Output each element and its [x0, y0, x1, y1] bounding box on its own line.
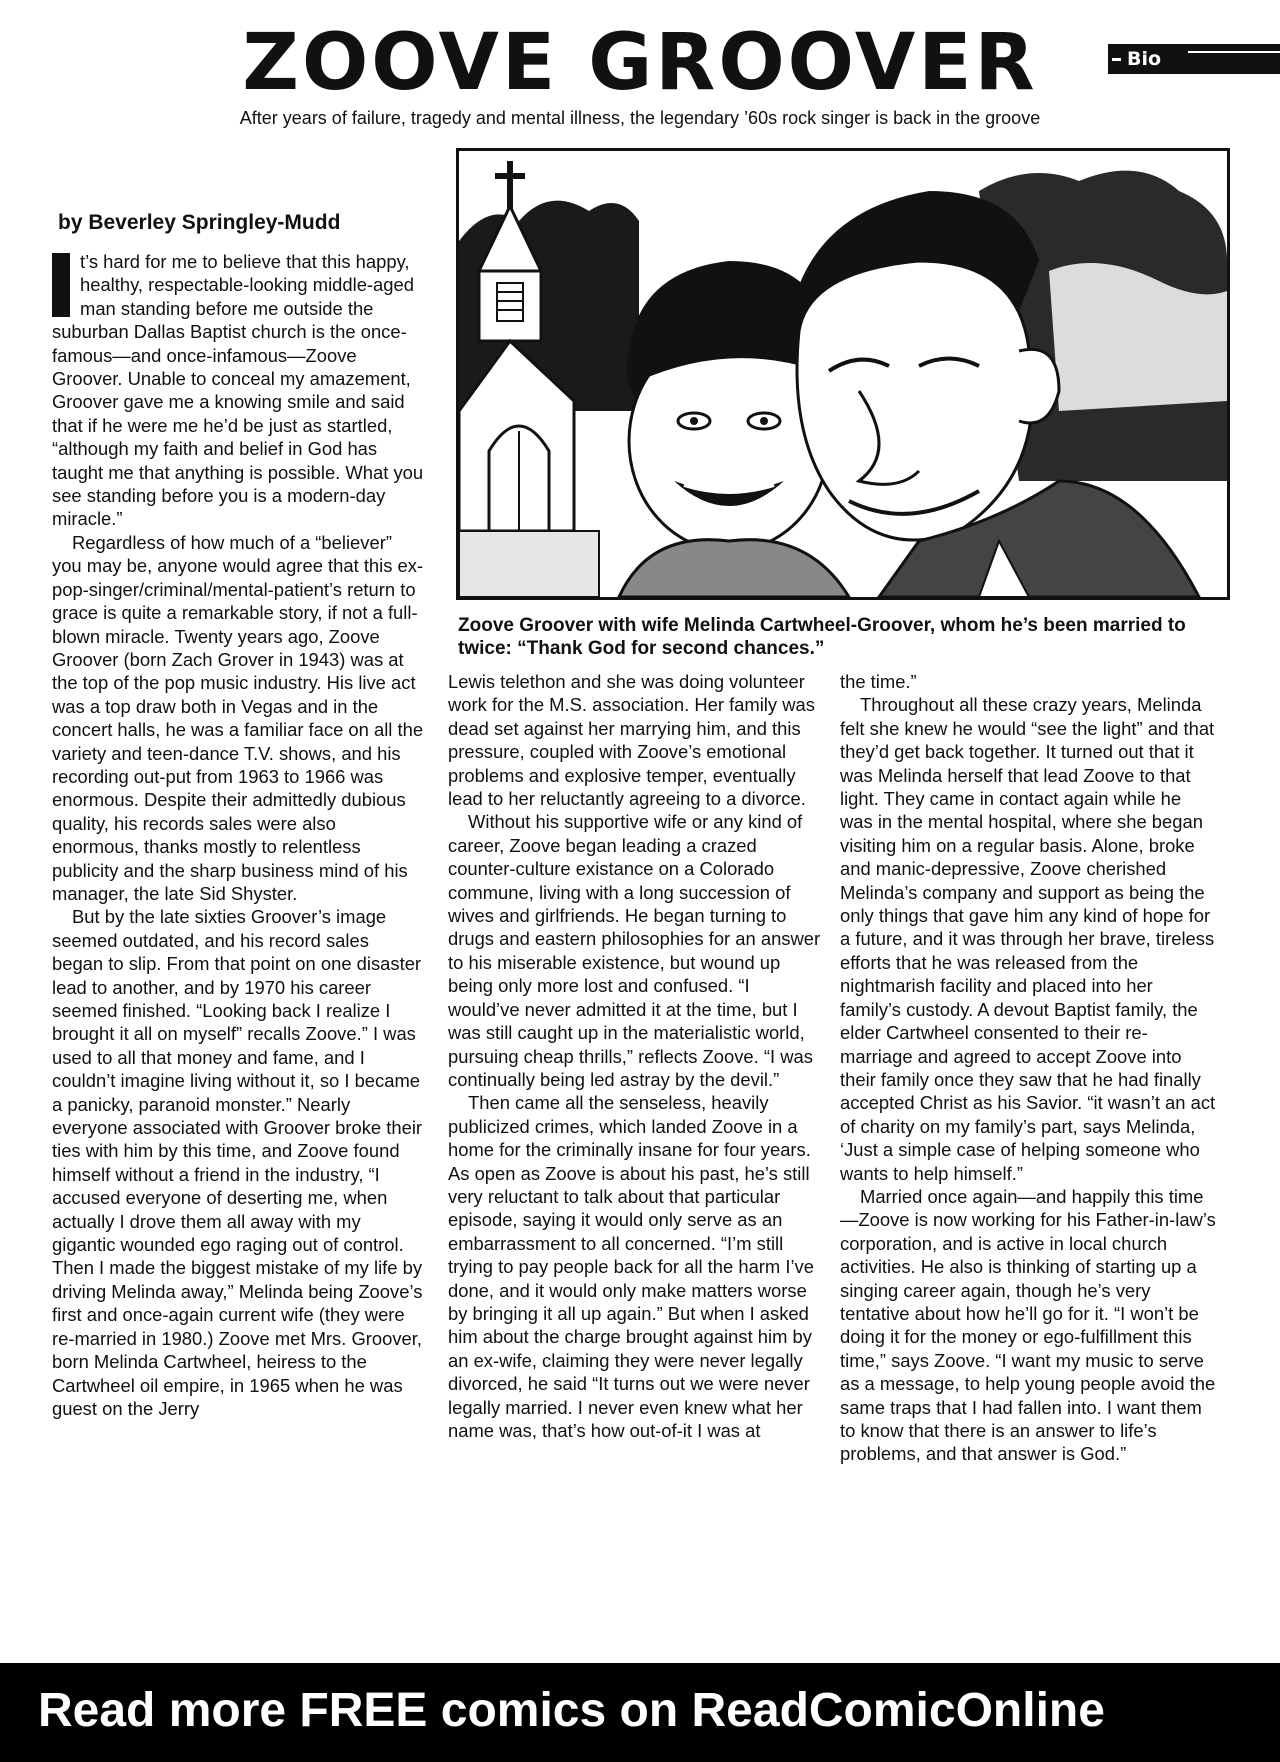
section-tag	[1108, 44, 1280, 74]
article-paragraph: Without his supportive wife or any kind of career, Zoove began leading a crazed counter-culture existance on a Colorado commune, living with a long succession of wives and girlfriends. He began turning to drugs and eastern philosophies for an answer to his miserable existence, but wound up being only more lost and confused. “I would’ve never admitted it at the time, but I was still caught up in the materialistic world, pursuing cheap thrills,” reflects Zoove. “I was continually being led astray by the devil.”	[448, 811, 821, 1090]
article-column-2	[448, 670, 822, 1442]
article-paragraph: the time.”	[840, 671, 917, 692]
footer-banner[interactable]	[0, 1663, 1280, 1762]
drop-cap	[52, 253, 70, 317]
section-tag-tick	[1112, 58, 1121, 61]
article-title: ZOOVE GROOVER	[242, 18, 1038, 108]
illustration-caption: Zoove Groover with wife Melinda Cartwheel-Groover, whom he’s been married to twice: “Thank God for second chances.”	[458, 615, 1186, 659]
article-paragraph: But by the late sixties Groover’s image seemed outdated, and his record sales began to slip. From that point on one disaster lead to another, and by 1970 his career seemed finished. “Looking back I realize I brought it all on myself” recalls Zoove.” I was used to all that money and fame, and I couldn’t imagine living without it, so I became a panicky, paranoid monster.” Nearly everyone associated with Groover broke their ties with him by this time, and Zoove found himself without a friend in the industry, “I accused everyone of deserting me, when actually I drove them all away with my gigantic wounded ego raging out of control. Then I made the biggest mistake of my life by driving Melinda away,” Melinda being Zoove’s first and once-again current wife (they were re-married in 1980.) Zoove met Mrs. Groover, born Melinda Cartwheel, heiress to the Cartwheel oil empire, in 1965 when he was guest on the Jerry	[52, 906, 423, 1419]
footer-banner-text[interactable]: Read more FREE comics on ReadComicOnline	[38, 1684, 1105, 1737]
paragraph-text: t’s hard for me to believe that this happy, healthy, respectable-looking middle-aged man standing before me outside the suburban Dallas Baptist church is the once-famous—and once-infamous—Zoove Groover. Unable to conceal my amazement, Groover gave me a knowing smile and said that if he were me he’d be just as startled, “although my faith and belief in God has taught me that anything is possible. What you see standing before you is a modern-day miracle.”	[52, 251, 424, 530]
article-column-1	[52, 250, 424, 1420]
section-tag-label: Bio	[1127, 48, 1162, 70]
article-paragraph: Throughout all these crazy years, Melinda felt she knew he would “see the light” and that they’d get back together. It turned out that it was Melinda herself that lead Zoove to that light. They came in contact again while he was in the mental hospital, where she began visiting him on a regular basis. Alone, broke and manic-depressive, Zoove cherished Melinda’s company and support as being the only things that gave him any kind of hope for a future, and it was through her brave, tireless efforts that he was released from the nightmarish facility and placed into her family’s custody. A devout Baptist family, the elder Cartwheel consented to their re-marriage and agreed to accept Zoove into their family once they saw that he had finally accepted Christ as his Savior. “it wasn’t an act of charity on my family’s part, says Melinda, ‘Just a simple case of helping someone who wants to help himself.”	[840, 694, 1216, 1184]
byline: by Beverley Springley-Mudd	[58, 211, 341, 234]
article-subtitle: After years of failure, tragedy and mental illness, the legendary ’60s rock singer is back in the groove	[239, 108, 1041, 128]
illustration-drawing	[459, 151, 1227, 597]
section-tag-rule	[1188, 51, 1280, 53]
article-paragraph: Lewis telethon and she was doing volunteer work for the M.S. association. Her family was dead set against her marrying him, and this pressure, coupled with Zoove’s emotional problems and explosive temper, eventually lead to her reluctantly agreeing to a divorce.	[448, 671, 815, 810]
article-column-3	[840, 670, 1218, 1466]
article-paragraph: Married once again—and happily this time—Zoove is now working for his Father-in-law’s corporation, and is active in local church activities. He also is thinking of starting up a singing career again, though he’s very tentative about how he’ll go for it. “I won’t be doing it for the money or ego-fulfillment this time,” says Zoove. “I want my music to serve as a message, to help young people avoid the same traps that I had fallen into. I want them to know that there is an answer to life’s problems, and that answer is God.”	[840, 1185, 1216, 1465]
article-paragraph: Regardless of how much of a “believer” you may be, anyone would agree that this ex-pop-singer/criminal/mental-patient’s return to grace is quite a remarkable story, if not a full-blown miracle. Twenty years ago, Zoove Groover (born Zach Grover in 1943) was at the top of the pop music industry. His live act was a top draw both in Vegas and in the concert halls, he was a familiar face on all the variety and teen-dance T.V. shows, and his recording out-put from 1963 to 1966 was enormous. Despite their admittedly dubious quality, his records sales were also enormous, thanks mostly to relentless publicity and the sharp business mind of his manager, the late Sid Shyster.	[52, 531, 424, 904]
article-paragraph: Then came all the senseless, heavily publicized crimes, which landed Zoove in a home for the criminally insane for four years. As open as Zoove is about his past, he’s still very reluctant to talk about that particular episode, saying it would only serve as an embarrassment to all concerned. “I’m still trying to pay people back for all the harm I’ve done, and it would only make matters worse by bringing it all up again.” But when I asked him about the charge brought against him by an ex-wife, claiming they were never legally divorced, he said “It turns out we were never legally married. I never even knew what her name was, that’s how out-of-it I was at	[448, 1092, 814, 1441]
article-paragraph	[52, 250, 424, 531]
illustration-couple-church	[456, 148, 1230, 600]
